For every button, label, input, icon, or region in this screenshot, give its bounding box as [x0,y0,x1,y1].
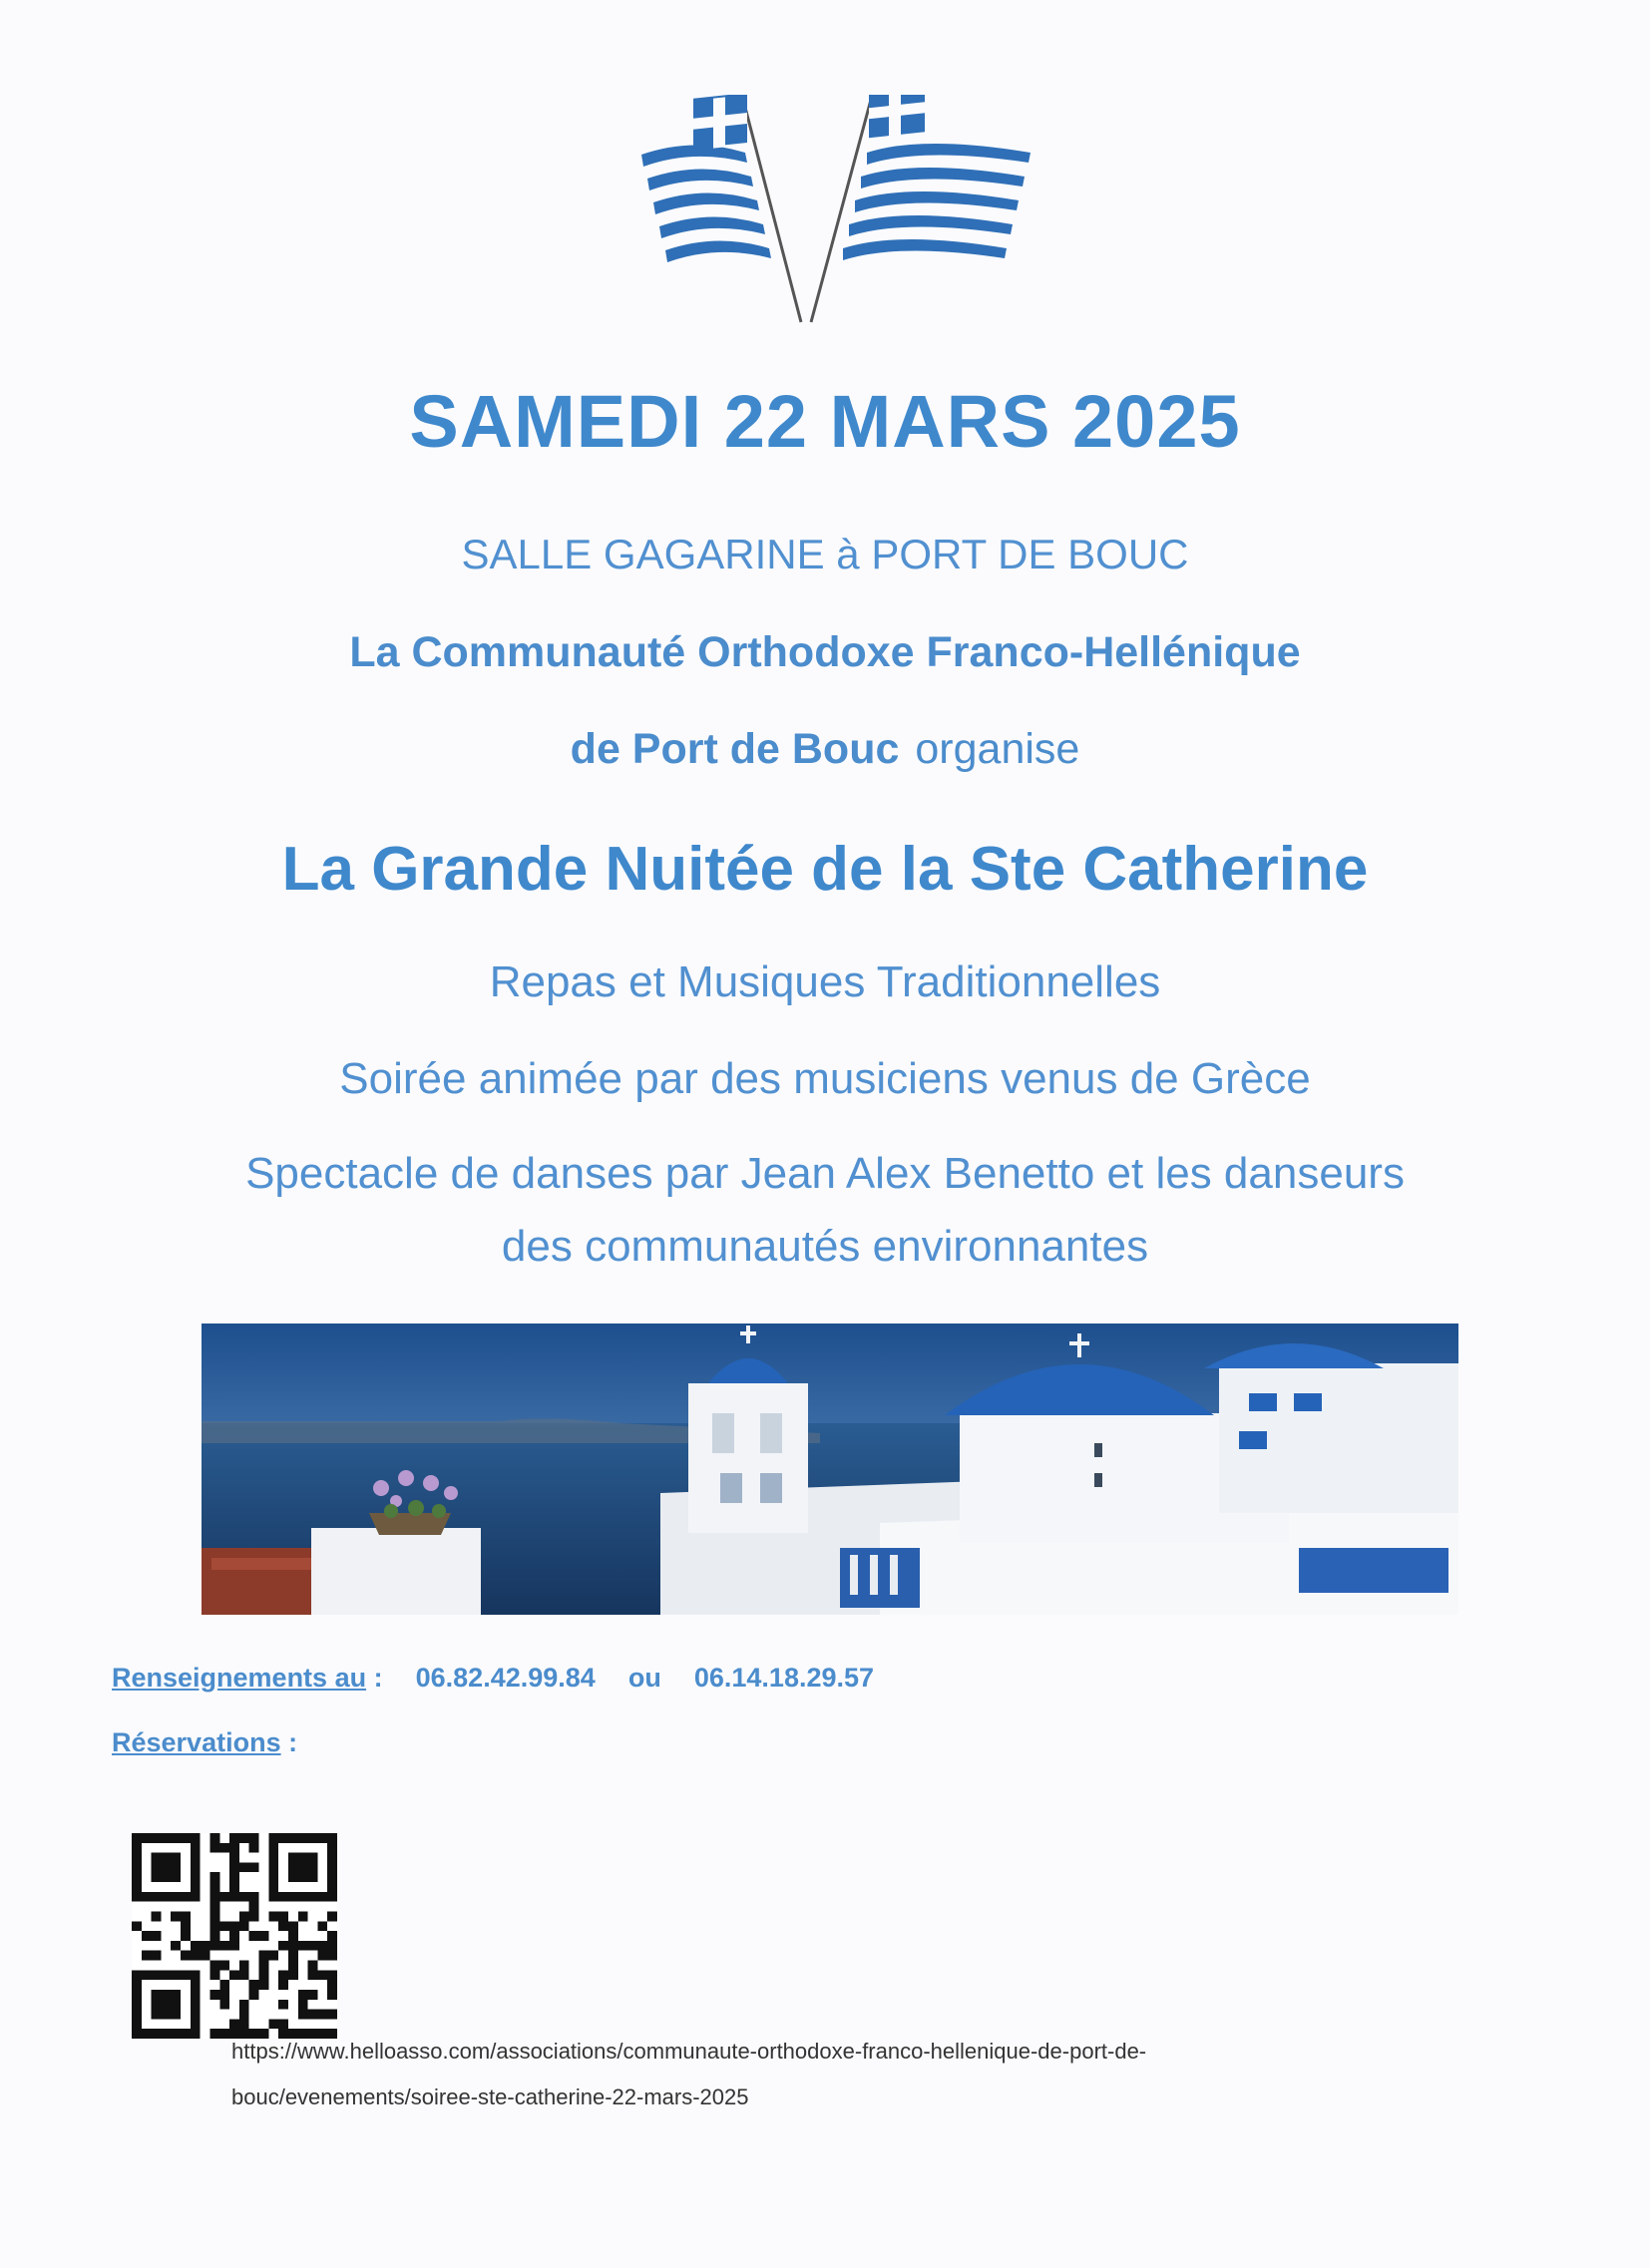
reservations [112,1727,297,1758]
organizer-city: de Port de Bouc [570,725,900,773]
greek-flags-icon [633,95,1042,324]
reservations-separator: : [288,1727,298,1757]
santorini-photo [202,1323,1458,1615]
description-line: Repas et Musiques Traditionnelles [489,957,1161,1006]
reservations-label: Réservations [112,1727,281,1757]
venue: SALLE GAGARINE à PORT DE BOUC [461,531,1189,577]
reservation-url-line-2[interactable]: bouc/evenements/soiree-ste-catherine-22-mars-2025 [231,2084,749,2109]
description-line: Soirée animée par des musiciens venus de Grèce [339,1054,1311,1103]
or-text: ou [627,1663,661,1693]
phone-1[interactable]: 06.82.42.99.84 [415,1663,596,1693]
info-label: Renseignements au [112,1663,367,1693]
qr-code-icon[interactable] [132,1833,337,2039]
description-line: Spectacle de danses par Jean Alex Benetto et les danseurs [245,1149,1405,1198]
info-separator: : [373,1663,383,1693]
organizer-line-2 [0,725,1650,774]
contact-info [112,1663,874,1694]
description-line: des communautés environnantes [501,1222,1149,1271]
organizer-line-1: La Communauté Orthodoxe Franco-Hellénique [349,628,1301,676]
reservation-url-line-1[interactable]: https://www.helloasso.com/associations/communaute-orthodoxe-franco-hellenique-de-port-de- [231,2039,1147,2064]
event-date: SAMEDI 22 MARS 2025 [409,380,1241,463]
event-title: La Grande Nuitée de la Ste Catherine [281,835,1369,904]
organizer-verb: organise [915,725,1080,773]
phone-2[interactable]: 06.14.18.29.57 [693,1663,875,1693]
